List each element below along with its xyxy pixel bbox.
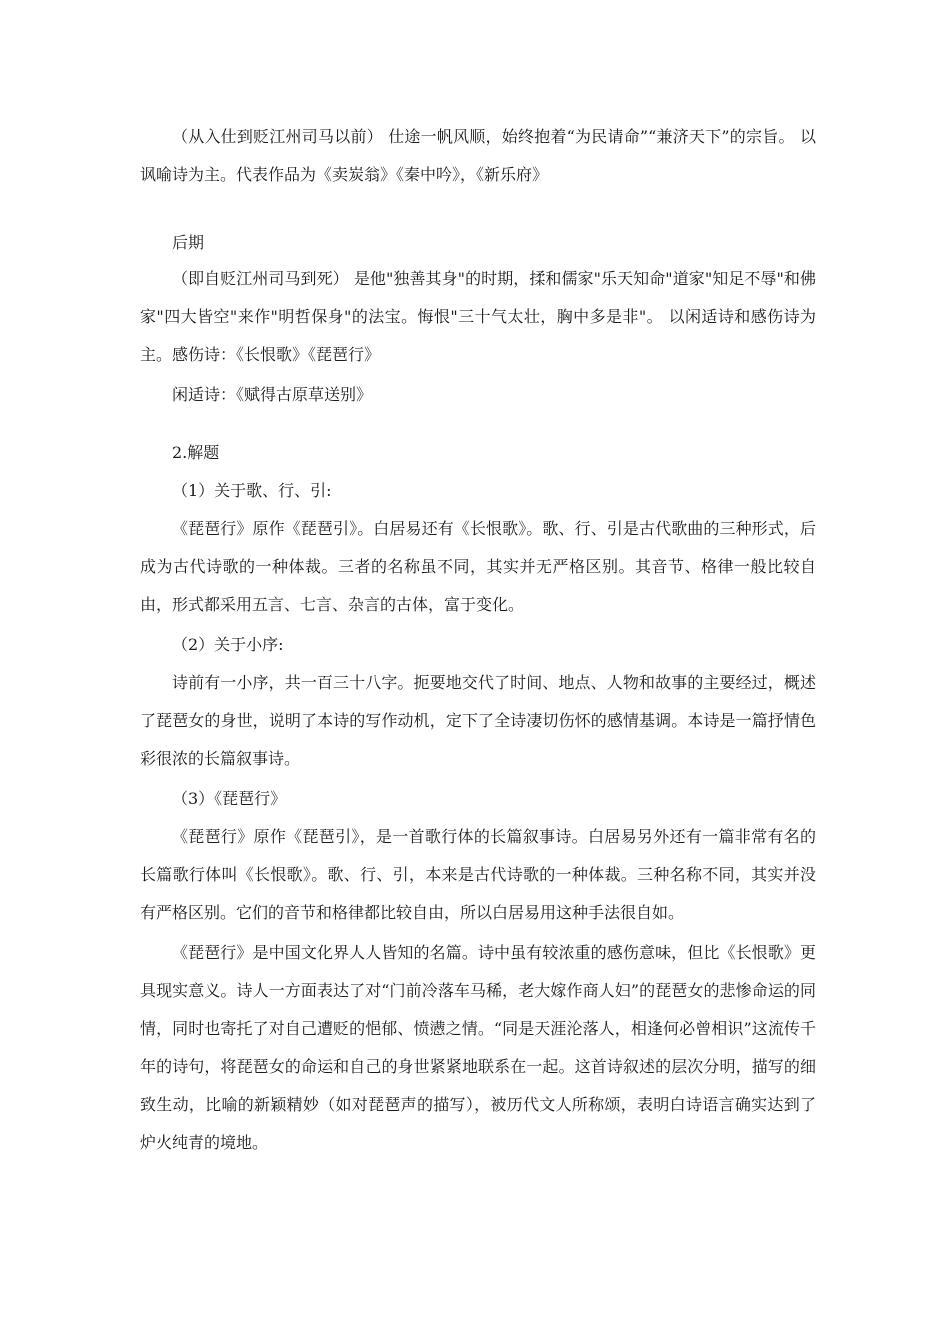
- paragraph-pipa-xing: 《琵琶行》原作《琵琶引》，是一首歌行体的长篇叙事诗。白居易另外还有一篇非常有名的长篇歌行体叫《长恨歌》。歌、行、引，本来是古代诗歌的一种体裁。三种名称不同，其实并没有严格区别。它们的音节和格律都比较自由，所以白居易用这种手法很自如。: [140, 827, 816, 922]
- subheading-pipa-xing: （3）《琵琶行》: [172, 789, 287, 808]
- paragraph-leisure-poems: 闲适诗：《赋得古原草送别》: [172, 385, 373, 404]
- heading-late-period: 后期: [172, 233, 205, 252]
- paragraph-song-form: 《琵琶行》原作《琵琶引》。白居易还有《长恨歌》。歌、行、引是古代歌曲的三种形式，后成为古代诗歌的一种体裁。三者的名称虽不同，其实并无严格区别。其音节、格律一般比较自由，形式都采用五言、七言、杂言的古体，富于变化。: [140, 519, 816, 614]
- section-heading-jieti: 2.解题: [172, 443, 220, 462]
- paragraph-final-commentary: 《琵琶行》是中国文化界人人皆知的名篇。诗中虽有较浓重的感伤意味，但比《长恨歌》更具现实意义。诗人一方面表达了对“门前冷落车马稀，老大嫁作商人妇”的琵琶女的悲惨命运的同情，同时也寄托了对自己遭贬的悒郁、愤懑之情。“同是天涯沦落人，相逢何必曾相识”这流传千年的诗句，将琵琶女的命运和自己的身世紧紧地联系在一起。这首诗叙述的层次分明，描写的细致生动，比喻的新颖精妙（如对琵琶声的描写），被历代文人所称颂，表明白诗语言确实达到了炉火纯青的境地。: [140, 943, 816, 1152]
- paragraph-late-period: （即自贬江州司马到死） 是他"独善其身"的时期，揉和儒家"乐天知命"道家"知足不辱"和佛家"四大皆空"来作"明哲保身"的法宝。悔恨"三十气太壮，胸中多是非"。 以闲适诗和感伤诗为主。感伤诗：《长恨歌》《琵琶行》: [140, 269, 816, 364]
- paragraph-preface: 诗前有一小序，共一百三十八字。扼要地交代了时间、地点、人物和故事的主要经过，概述了琵琶女的身世，说明了本诗的写作动机，定下了全诗凄切伤怀的感情基调。本诗是一篇抒情色彩很浓的长篇叙事诗。: [140, 673, 816, 768]
- subheading-preface: （2）关于小序:: [172, 635, 284, 654]
- paragraph-early-period: （从入仕到贬江州司马以前） 仕途一帆风顺，始终抱着“为民请命”“兼济天下”的宗旨。 以讽喻诗为主。代表作品为《卖炭翁》《秦中吟》，《新乐府》: [140, 127, 816, 184]
- subheading-song-form: （1）关于歌、行、引:: [172, 481, 332, 500]
